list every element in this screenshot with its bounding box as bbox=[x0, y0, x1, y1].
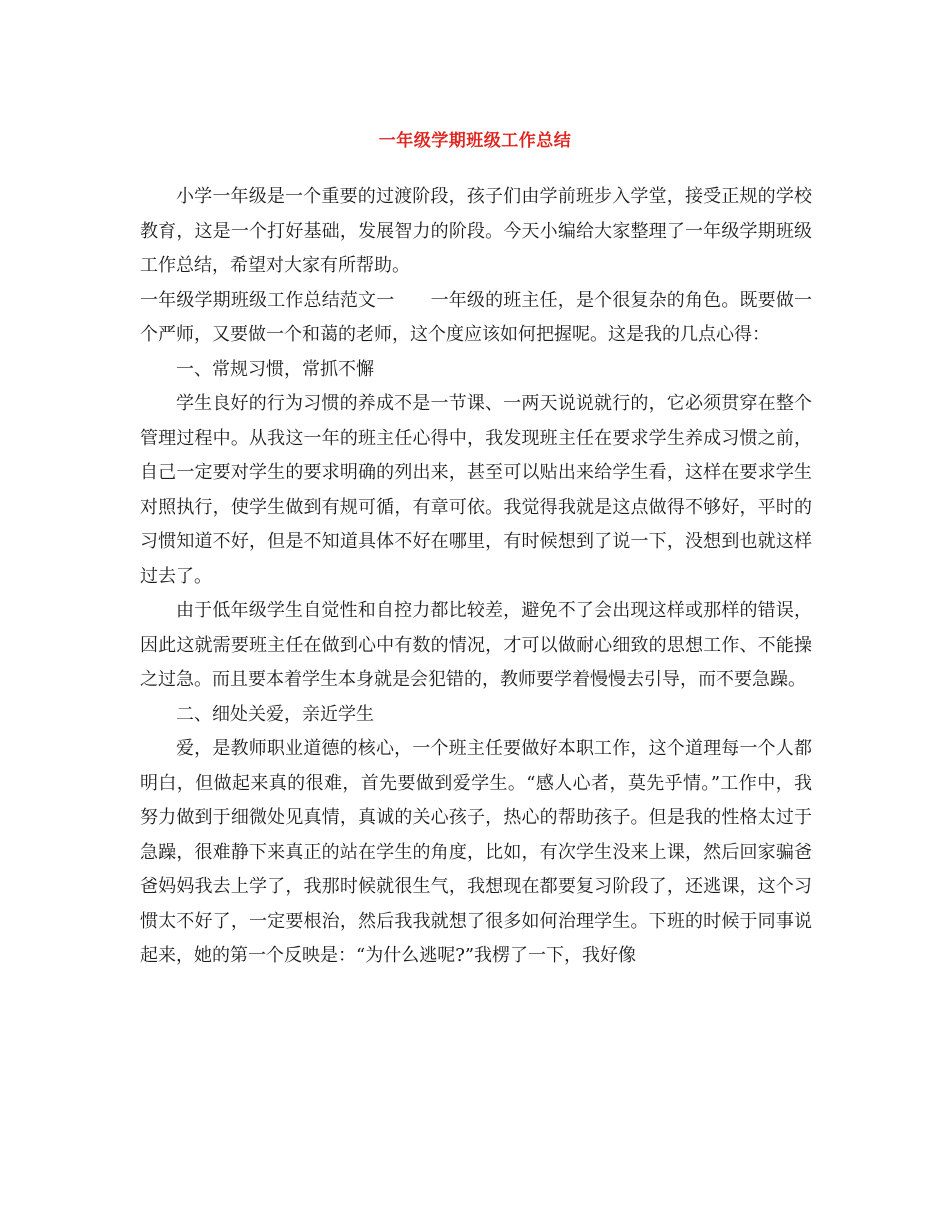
sample-lead: 一年级的班主任，是个很复杂的角色。既要做一个严师，又要做一个和蔼的老师，这个度应该如何把握呢。这是我的几点心得： bbox=[140, 289, 813, 345]
section1-paragraph-1: 学生良好的行为习惯的养成不是一节课、一两天说说就行的，它必须贯穿在整个管理过程中。从我这一年的班主任心得中，我发现班主任在要求学生养成习惯之前，自己一定要对学生的要求明确的列出来，甚至可以贴出来给学生看，这样在要求学生对照执行，使学生做到有规可循，有章可依。我觉得我就是这点做得不够好，平时的习惯知道不好，但是不知道具体不好在哪里，有时候想到了说一下，没想到也就这样过去了。 bbox=[140, 393, 812, 587]
sample-paragraph bbox=[140, 284, 812, 353]
document-body bbox=[140, 180, 812, 974]
section-heading-2: 二、细处关爱，亲近学生 bbox=[176, 703, 374, 725]
document-title: 一年级学期班级工作总结 bbox=[378, 131, 572, 151]
section-heading-1: 一、常规习惯，常抓不懈 bbox=[176, 358, 374, 380]
intro-paragraph: 小学一年级是一个重要的过渡阶段，孩子们由学前班步入学堂，接受正规的学校教育，这是一个打好基础，发展智力的阶段。今天小编给大家整理了一年级学期班级工作总结，希望对大家有所帮助。 bbox=[140, 186, 812, 276]
sample-heading: 一年级学期班级工作总结范文一 bbox=[140, 289, 395, 311]
section1-paragraph-2: 由于低年级学生自觉性和自控力都比较差，避免不了会出现这样或那样的错误，因此这就需要班主任在做到心中有数的情况，才可以做耐心细致的思想工作、不能操之过急。而且要本着学生本身就是会犯错的，教师要学着慢慢去引导，而不要急躁。 bbox=[140, 600, 812, 690]
section2-paragraph-1: 爱，是教师职业道德的核心，一个班主任要做好本职工作，这个道理每一个人都明白，但做起来真的很难，首先要做到爱学生。“感人心者，莫先乎情。”工作中，我努力做到于细微处见真情，真诚的关心孩子，热心的帮助孩子。但是我的性格太过于急躁，很难静下来真正的站在学生的角度，比如，有次学生没来上课，然后回家骗爸爸妈妈我去上学了，我那时候就很生气，我想现在都要复习阶段了，还逃课，这个习惯太不好了，一定要根治，然后我我就想了很多如何治理学生。下班的时候于同事说起来，她的第一个反映是：“为什么逃呢?”我楞了一下，我好像 bbox=[140, 738, 812, 966]
